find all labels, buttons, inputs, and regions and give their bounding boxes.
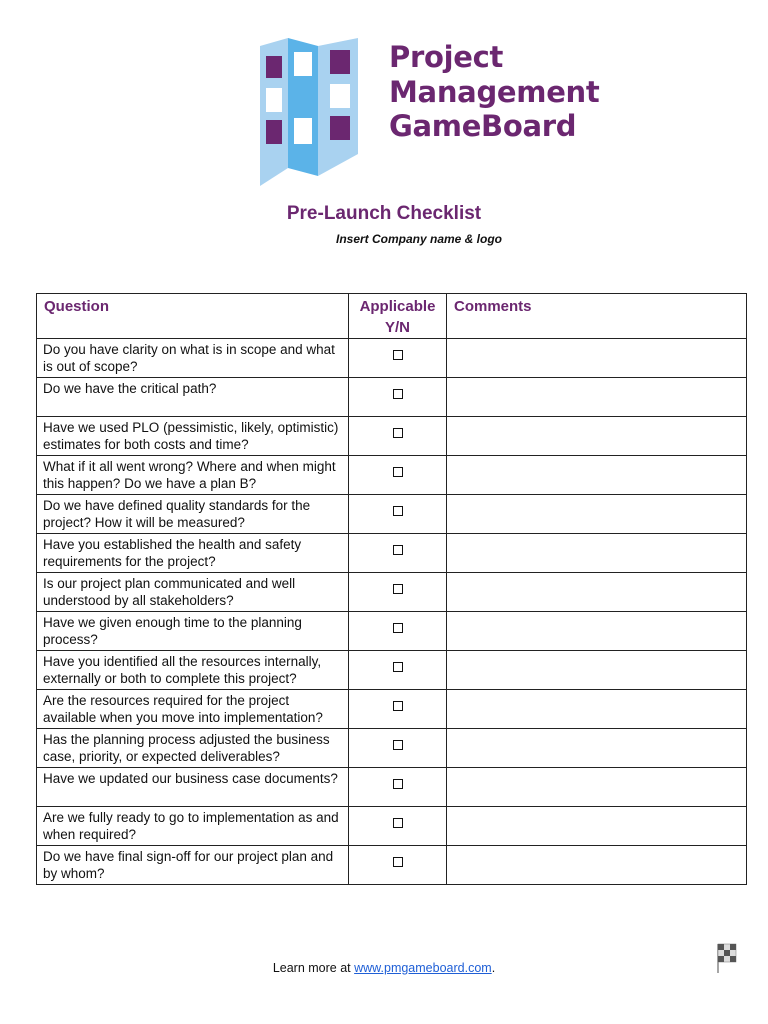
applicable-checkbox[interactable] <box>393 428 403 438</box>
document-subtitle: Insert Company name & logo <box>335 232 503 246</box>
applicable-cell <box>349 534 447 573</box>
footer-text: Learn more at <box>272 961 355 975</box>
applicable-cell <box>349 807 447 846</box>
applicable-cell <box>349 378 447 417</box>
applicable-cell <box>349 612 447 651</box>
table-row <box>37 573 747 612</box>
question-cell: Has the planning process adjusted the business case, priority, or expected deliverables? <box>37 729 349 768</box>
footer-suffix: . <box>491 961 496 975</box>
table-row <box>37 729 747 768</box>
checklist-table <box>36 293 747 885</box>
table-row <box>37 768 747 807</box>
comments-cell[interactable] <box>447 768 747 807</box>
applicable-checkbox[interactable] <box>393 779 403 789</box>
comments-cell[interactable] <box>447 456 747 495</box>
applicable-cell <box>349 339 447 378</box>
question-cell: Have we updated our business case documents? <box>37 768 349 807</box>
comments-cell[interactable] <box>447 573 747 612</box>
table-row <box>37 534 747 573</box>
question-cell: Are the resources required for the project available when you move into implementation? <box>37 690 349 729</box>
applicable-checkbox[interactable] <box>393 623 403 633</box>
question-cell: Do we have the critical path? <box>37 378 349 417</box>
table-row <box>37 417 747 456</box>
applicable-checkbox[interactable] <box>393 545 403 555</box>
question-cell: Is our project plan communicated and well understood by all stakeholders? <box>37 573 349 612</box>
table-row <box>37 378 747 417</box>
question-cell: Have we used PLO (pessimistic, likely, optimistic) estimates for both costs and time? <box>37 417 349 456</box>
table-row <box>37 846 747 885</box>
comments-cell[interactable] <box>447 378 747 417</box>
comments-cell[interactable] <box>447 417 747 456</box>
applicable-checkbox[interactable] <box>393 857 403 867</box>
footer <box>0 961 768 975</box>
applicable-checkbox[interactable] <box>393 662 403 672</box>
applicable-cell <box>349 573 447 612</box>
question-cell: Do you have clarity on what is in scope and what is out of scope? <box>37 339 349 378</box>
applicable-checkbox[interactable] <box>393 584 403 594</box>
comments-cell[interactable] <box>447 846 747 885</box>
applicable-checkbox[interactable] <box>393 740 403 750</box>
question-cell: Do we have final sign-off for our project plan and by whom? <box>37 846 349 885</box>
question-cell: Have you identified all the resources internally, externally or both to complete this project? <box>37 651 349 690</box>
applicable-checkbox[interactable] <box>393 818 403 828</box>
applicable-checkbox[interactable] <box>393 701 403 711</box>
question-cell: Have you established the health and safety requirements for the project? <box>37 534 349 573</box>
table-row <box>37 807 747 846</box>
comments-cell[interactable] <box>447 690 747 729</box>
applicable-cell <box>349 768 447 807</box>
checkered-flag-icon <box>715 941 739 975</box>
logo-line: Management <box>389 74 600 109</box>
table-row <box>37 495 747 534</box>
folded-board-icon <box>256 36 366 188</box>
table-header-row <box>37 294 747 339</box>
comments-cell[interactable] <box>447 729 747 768</box>
applicable-checkbox[interactable] <box>393 350 403 360</box>
document-title: Pre-Launch Checklist <box>286 203 482 224</box>
question-cell: Are we fully ready to go to implementation as and when required? <box>37 807 349 846</box>
website-link[interactable]: www.pmgameboard.com <box>354 961 492 975</box>
applicable-column-header: Applicable Y/N <box>349 294 447 339</box>
applicable-cell <box>349 651 447 690</box>
question-cell: Have we given enough time to the planning process? <box>37 612 349 651</box>
applicable-cell <box>349 495 447 534</box>
table-row <box>37 612 747 651</box>
applicable-cell <box>349 846 447 885</box>
applicable-cell <box>349 417 447 456</box>
question-cell: Do we have defined quality standards for the project? How it will be measured? <box>37 495 349 534</box>
applicable-checkbox[interactable] <box>393 389 403 399</box>
comments-cell[interactable] <box>447 651 747 690</box>
comments-cell[interactable] <box>447 339 747 378</box>
question-cell: What if it all went wrong? Where and when might this happen? Do we have a plan B? <box>37 456 349 495</box>
logo-line: Project <box>389 40 504 74</box>
table-row <box>37 651 747 690</box>
comments-cell[interactable] <box>447 807 747 846</box>
comments-column-header: Comments <box>447 294 747 339</box>
comments-cell[interactable] <box>447 495 747 534</box>
table-row <box>37 690 747 729</box>
comments-cell[interactable] <box>447 612 747 651</box>
question-column-header: Question <box>37 294 349 339</box>
applicable-cell <box>349 729 447 768</box>
logo-wordmark <box>389 40 599 144</box>
table-row <box>37 456 747 495</box>
table-row <box>37 339 747 378</box>
applicable-cell <box>349 690 447 729</box>
company-logo <box>256 36 600 192</box>
logo-line: GameBoard <box>389 109 577 143</box>
applicable-cell <box>349 456 447 495</box>
applicable-checkbox[interactable] <box>393 467 403 477</box>
applicable-checkbox[interactable] <box>393 506 403 516</box>
comments-cell[interactable] <box>447 534 747 573</box>
